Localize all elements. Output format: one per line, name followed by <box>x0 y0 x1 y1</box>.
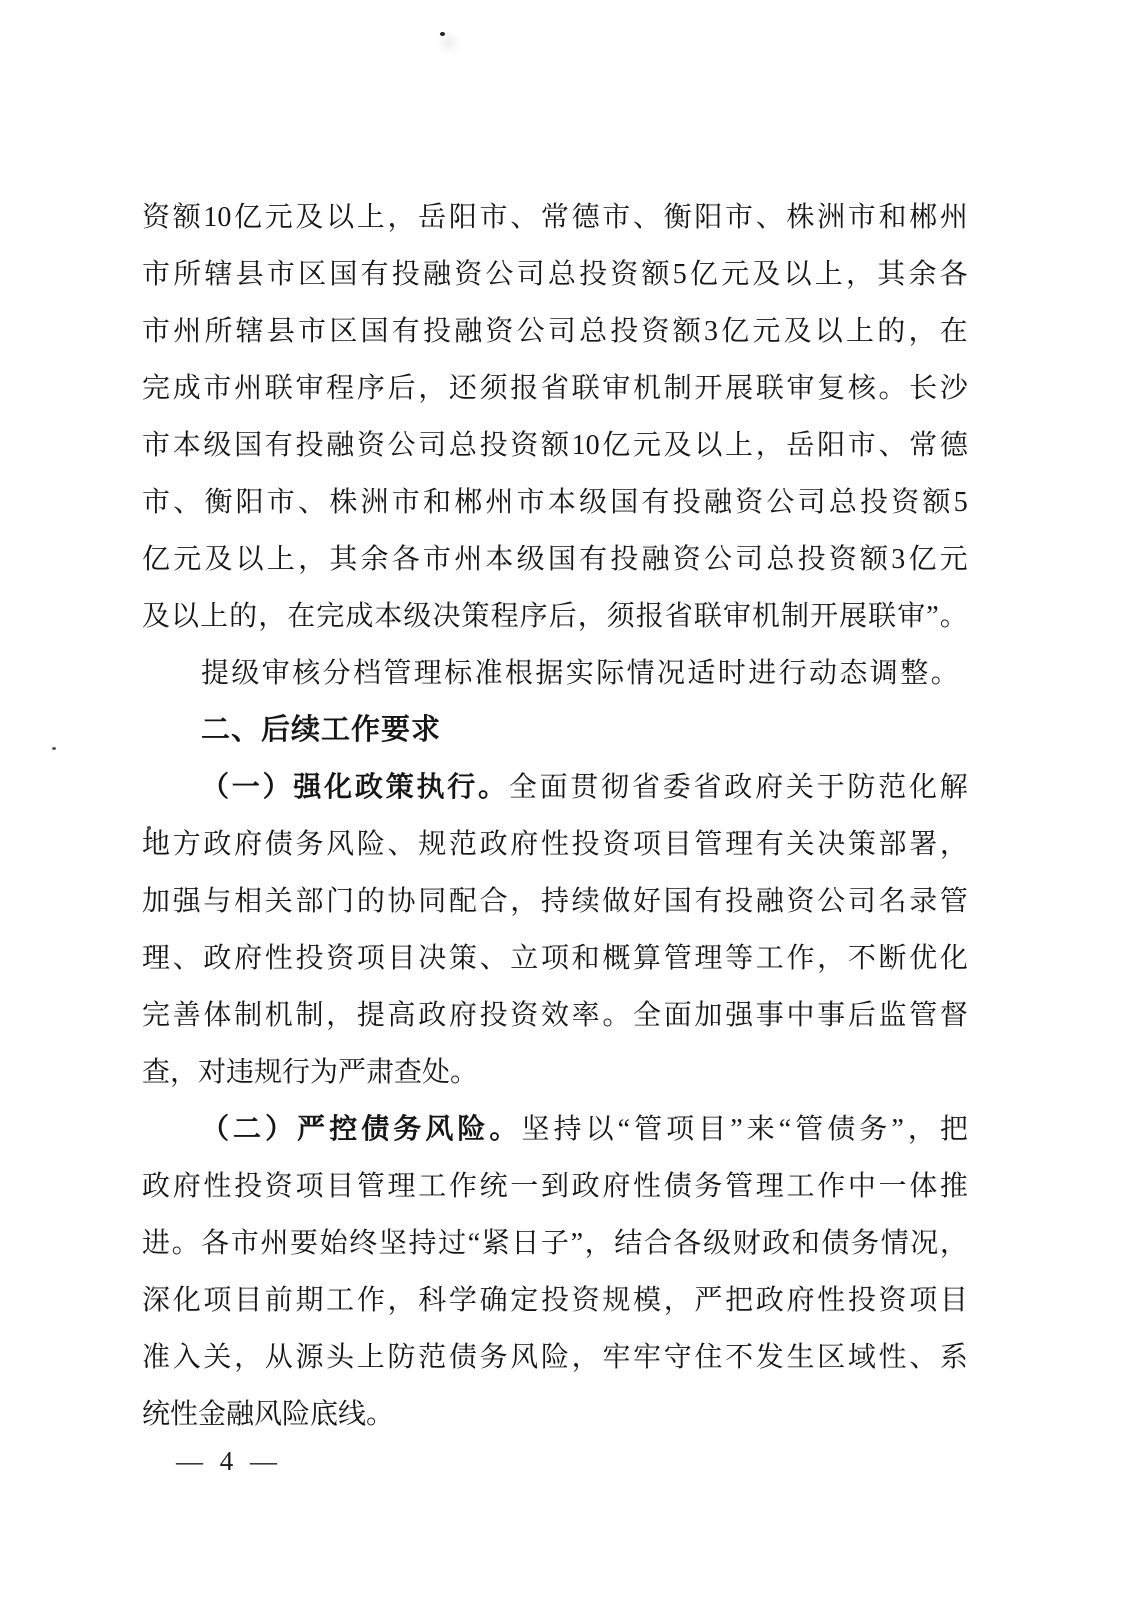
body-line-text: 统性金融风险底线。 <box>142 1399 395 1430</box>
body-line: 进 。 各 市 州 要 始 终 坚 持 过 “ 紧 日 子 ” ， 结 合 各 级 财 政 和 债 务 情 况 ， <box>142 1228 968 1259</box>
scan-artifact-dot <box>52 747 56 750</box>
body-line: 政 府 性 投 资 项 目 管 理 工 作 统 一 到 政 府 性 债 务 管 理 工 作 中 一 体 推 <box>142 1171 968 1202</box>
body-line: 准 入 关 ， 从 源 头 上 防 范 债 务 风 险 ， 牢 牢 守 住 不 发 生 区 域 性 、 系 <box>142 1342 968 1373</box>
body-line: 加 强 与 相 关 部 门 的 协 同 配 合 ， 持 续 做 好 国 有 投 融 资 公 司 名 录 管 <box>142 886 968 917</box>
body-line: 亿 元 及 以 上 ， 其 余 各 市 州 本 级 国 有 投 融 资 公 司 总 投 资 额 3 亿 元 <box>142 544 968 575</box>
body-line: 市 、 衡 阳 市 、 株 洲 市 和 郴 州 市 本 级 国 有 投 融 资 公 司 总 投 资 额 5 <box>142 487 968 518</box>
page-number: — 4 — <box>176 1446 277 1476</box>
body-line: 深 化 项 目 前 期 工 作 ， 科 学 确 定 投 资 规 模 ， 严 把 政 府 性 投 资 项 目 <box>142 1285 968 1316</box>
body-line: （ 二 ） 严 控 债 务 风 险 。 坚 持 以 “ 管 项 目 ” 来 “ 管 债 务 ” ， 把 <box>201 1114 968 1145</box>
paragraph-line <box>142 1044 968 1101</box>
body-line-text: 提级审核分档管理标准根据实际情况适时进行动态调整。 <box>201 658 962 689</box>
section-heading-text: 二、后续工作要求 <box>201 714 442 746</box>
body-line: 理 、 政 府 性 投 资 项 目 决 策 、 立 项 和 概 算 管 理 等 工 作 ， 不 断 优 化 <box>142 943 968 974</box>
body-line: 市 所 辖 县 市 区 国 有 投 融 资 公 司 总 投 资 额 5 亿 元 及 以 上 ， 其 余 各 <box>142 259 968 290</box>
paragraph-line <box>142 645 968 702</box>
paragraph-line <box>142 1386 968 1443</box>
body-line: 市 州 所 辖 县 市 区 国 有 投 融 资 公 司 总 投 资 额 3 亿 元 及 以 上 的 ， 在 <box>142 316 968 347</box>
scan-artifact-dot <box>440 32 445 36</box>
body-line: 资 额 10 亿 元 及 以 上 ， 岳 阳 市 、 常 德 市 、 衡 阳 市 、 株 洲 市 和 郴 州 <box>142 202 968 233</box>
body-text-block <box>142 189 968 1443</box>
body-line: 市 本 级 国 有 投 融 资 公 司 总 投 资 额 10 亿 元 及 以 上 ， 岳 阳 市 、 常 德 <box>142 430 968 461</box>
body-line: 及 以 上 的 ， 在 完 成 本 级 决 策 程 序 后 ， 须 报 省 联 审 机 制 开 展 联 审 ” 。 <box>142 601 968 632</box>
body-line: （ 一 ） 强 化 政 策 执 行 。 全 面 贯 彻 省 委 省 政 府 关 于 防 范 化 解 <box>201 772 968 803</box>
body-line-text: 查，对违规行为严肃查处。 <box>142 1057 479 1088</box>
body-line: 完 成 市 州 联 审 程 序 后 ， 还 须 报 省 联 审 机 制 开 展 联 审 复 核 。 长 沙 <box>142 373 968 404</box>
body-line: 地 方 政 府 债 务 风 险 、 规 范 政 府 性 投 资 项 目 管 理 有 关 决 策 部 署 ， <box>142 829 968 860</box>
body-line: 完 善 体 制 机 制 ， 提 高 政 府 投 资 效 率 。 全 面 加 强 事 中 事 后 监 管 督 <box>142 1000 968 1031</box>
section-heading <box>142 702 968 759</box>
